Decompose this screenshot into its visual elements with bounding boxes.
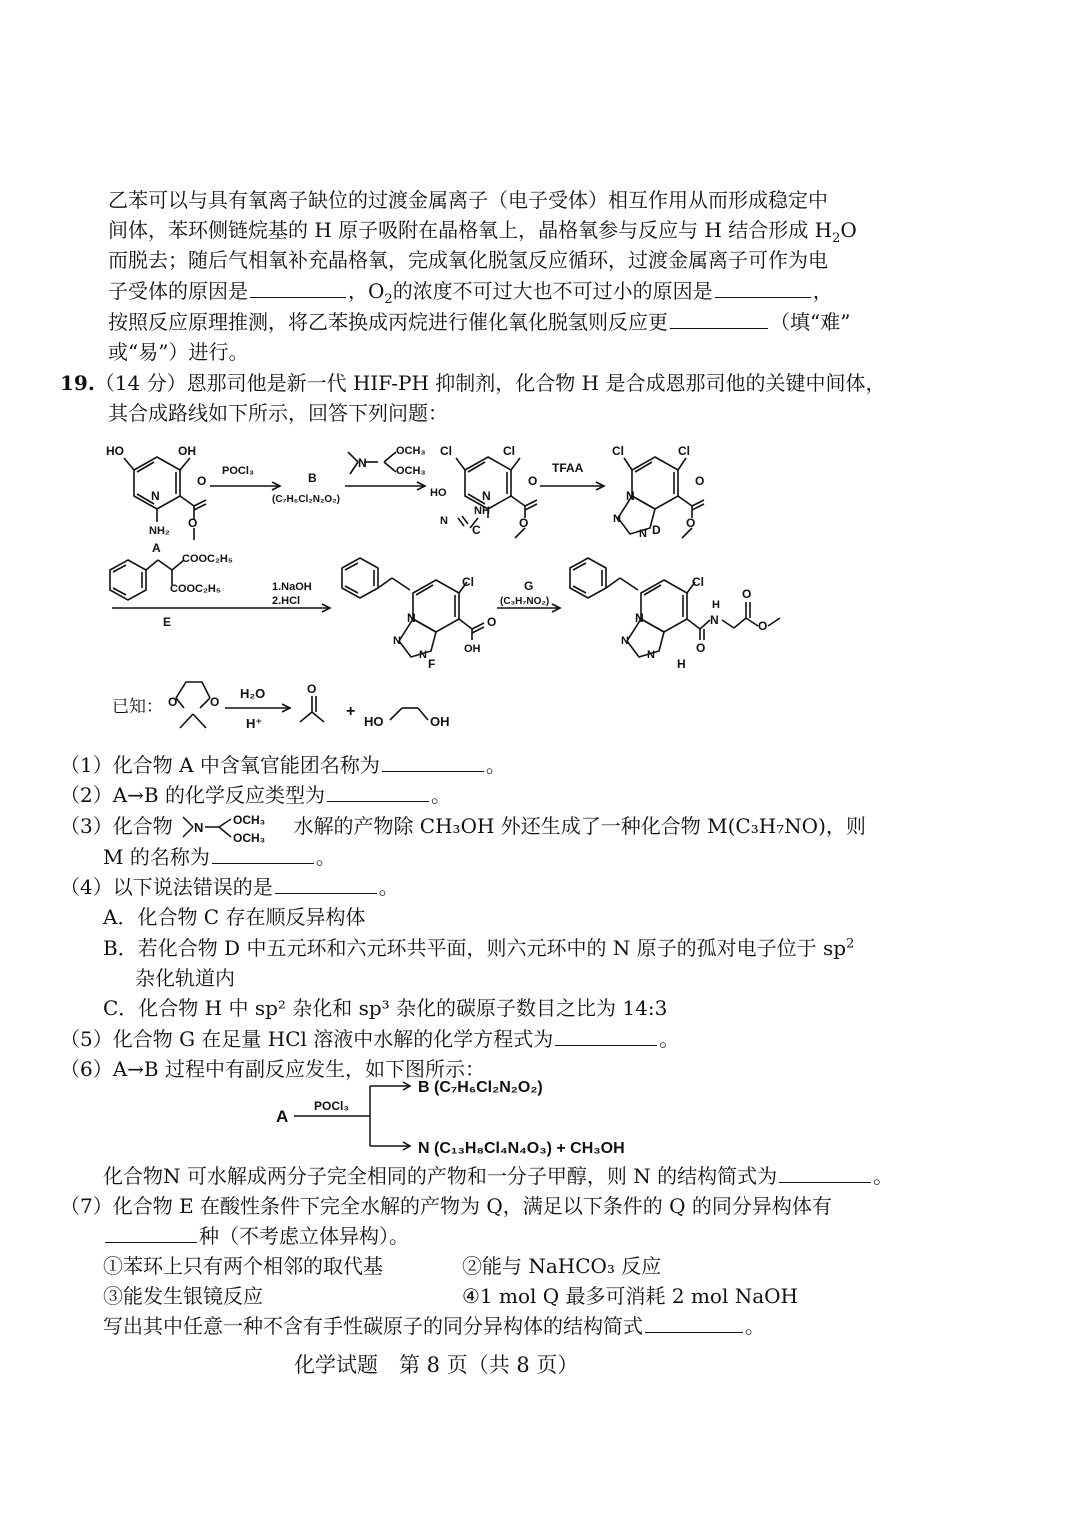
label-ho: HO	[106, 444, 124, 458]
answer-blank[interactable]	[212, 843, 314, 864]
option-b-cont: 杂化轨道内	[135, 966, 235, 990]
label-g-formula: (C₃H₇NO₂)	[500, 596, 550, 607]
question-7-cont: 种（不考虑立体异构）。	[103, 1222, 409, 1250]
question-7: （7）化合物 E 在酸性条件下完全水解的产物为 Q，满足以下条件的 Q 的同分异构体有	[60, 1194, 832, 1218]
synthesis-scheme	[0, 430, 1080, 760]
label-n: N	[151, 489, 160, 503]
reagent-hcl: 2.HCl	[272, 595, 301, 607]
label-o: O	[188, 516, 198, 530]
label-o: O	[519, 516, 529, 530]
question-19-intro: 其合成路线如下所示，回答下列问题：	[108, 401, 448, 425]
label-n: N	[647, 649, 655, 661]
label-ho: HO	[364, 714, 384, 729]
label-n: N	[635, 611, 644, 625]
question-1: （1）化合物 A 中含氧官能团名称为 。	[60, 753, 506, 777]
label-och3: OCH₃	[233, 812, 266, 827]
intro-line-3: 而脱去；随后气相氧补充晶格氧，完成氧化脱氢反应循环，过渡金属离子可作为电	[108, 248, 828, 272]
intro-line-2: 间体，苯环侧链烷基的 H 原子吸附在晶格氧上，晶格氧参与反应与 H 结合形成 $H_2O$	[108, 218, 857, 246]
label-product-n: N (C₁₃H₈Cl₄N₄O₃) + CH₃OH	[418, 1140, 625, 1157]
option-a: A．化合物 C 存在顺反异构体	[103, 905, 366, 929]
label-cl: Cl	[462, 575, 474, 589]
label-n: N	[626, 489, 635, 503]
label-compound-a: A	[276, 1107, 289, 1126]
label-cl: Cl	[503, 444, 515, 458]
answer-blank[interactable]	[327, 781, 429, 802]
label-oh: OH	[430, 714, 450, 729]
label-o: O	[168, 695, 178, 709]
question-4: （4）以下说法错误的是 。	[60, 875, 399, 899]
label-ho: HO	[430, 487, 447, 499]
condition-3: ③能发生银镜反应	[103, 1284, 263, 1308]
question-7-final: 写出其中任意一种不含有手性碳原子的同分异构体的结构简式 。	[103, 1314, 765, 1338]
reagent-tfaa: TFAA	[552, 461, 584, 475]
label-cl: Cl	[678, 444, 690, 458]
answer-blank[interactable]	[275, 873, 377, 894]
answer-blank[interactable]	[250, 277, 346, 298]
label-o: O	[742, 587, 752, 601]
label-compound-c: C	[472, 523, 481, 537]
label-cl: Cl	[692, 575, 704, 589]
side-reaction-scheme	[260, 1070, 680, 1162]
known-label: 已知：	[112, 697, 163, 716]
label-o: O	[528, 474, 538, 488]
label-compound-h: H	[677, 657, 686, 671]
reagent-pocl3: POCl₃	[314, 1099, 349, 1113]
answer-blank[interactable]	[645, 1312, 743, 1333]
reagent-h-plus: H⁺	[246, 716, 263, 731]
label-n: N	[482, 489, 491, 503]
label-nh: NH	[474, 505, 490, 517]
plus-sign: +	[346, 703, 356, 720]
label-o: O	[696, 641, 706, 655]
label-cl: Cl	[440, 444, 452, 458]
answer-blank[interactable]	[670, 308, 768, 329]
label-compound-f: F	[428, 657, 436, 671]
label-och3: OCH₃	[233, 830, 266, 843]
label-n: N	[613, 513, 621, 525]
label-n: N	[407, 611, 416, 625]
question-6: （6）A→B 过程中有副反应发生，如下图所示：	[60, 1057, 485, 1081]
intro-line-6: 或“易”）进行。	[108, 340, 249, 364]
intro-line-1: 乙苯可以与具有氧离子缺位的过渡金属离子（电子受体）相互作用从而形成稳定中	[108, 188, 828, 212]
label-cooc2h5: COOC₂H₅	[182, 553, 233, 565]
answer-blank[interactable]	[105, 1222, 197, 1243]
label-och3: OCH₃	[396, 465, 426, 477]
label-compound-g: G	[524, 579, 534, 593]
label-compound-b: B	[308, 471, 317, 485]
question-6-cont: 化合物N 可水解成两分子完全相同的产物和一分子甲醇，则 N 的结构简式为 。	[103, 1164, 894, 1188]
label-n: N	[621, 635, 629, 647]
option-c: C．化合物 H 中 sp² 杂化和 sp³ 杂化的碳原子数目之比为 14:3	[103, 996, 668, 1020]
label-o: O	[487, 615, 497, 629]
label-n: N	[440, 515, 448, 527]
label-o: O	[695, 474, 705, 488]
option-b: B．若化合物 D 中五元环和六元环共平面，则六元环中的 N 原子的孤对电子位于 $sp^2$	[103, 936, 855, 960]
label-n: N	[194, 819, 204, 835]
label-o: O	[210, 695, 220, 709]
label-compound-d: D	[652, 523, 661, 537]
label-oh: OH	[464, 643, 481, 655]
answer-blank[interactable]	[779, 1162, 871, 1183]
label-product-b: B (C₇H₆Cl₂N₂O₂)	[418, 1079, 543, 1096]
page-footer: 化学试题 第 8 页（共 8 页）	[294, 1353, 579, 1377]
answer-blank[interactable]	[715, 277, 811, 298]
label-compound-e: E	[163, 615, 172, 629]
label-n: N	[358, 456, 367, 470]
label-cooc2h5: COOC₂H₅	[170, 583, 221, 595]
answer-blank[interactable]	[382, 751, 484, 772]
question-5: （5）化合物 G 在足量 HCl 溶液中水解的化学方程式为 。	[60, 1027, 680, 1051]
intro-line-5: 按照反应原理推测，将乙苯换成丙烷进行催化氧化脱氢则反应更 （填“难”	[108, 310, 851, 334]
label-n: N	[393, 635, 401, 647]
question-3-cont: M 的名称为 。	[103, 845, 336, 869]
label-cl: Cl	[612, 444, 624, 458]
answer-blank[interactable]	[555, 1025, 657, 1046]
question-3: （3）化合物 N OCH₃ OCH₃ 水解的产物除 CH₃OH 外还生成了一种化合物 M(C₃H₇NO)，则	[60, 812, 866, 843]
condition-2: ②能与 NaHCO₃ 反应	[462, 1254, 662, 1278]
label-oh: OH	[178, 444, 196, 458]
dmf-dma-structure	[179, 813, 287, 843]
label-b-formula: (C₇H₆Cl₂N₂O₂)	[272, 494, 340, 505]
condition-4: ④1 mol Q 最多可消耗 2 mol NaOH	[462, 1284, 798, 1308]
label-o: O	[758, 619, 768, 633]
label-compound-a: A	[152, 541, 161, 555]
label-n: N	[419, 649, 427, 661]
condition-1: ①苯环上只有两个相邻的取代基	[103, 1254, 383, 1278]
label-o: O	[686, 516, 696, 530]
question-19-header: 19.（14 分）恩那司他是新一代 HIF-PH 抑制剂，化合物 H 是合成恩那司他的关键中间体，	[60, 371, 886, 395]
label-n: N	[710, 613, 719, 627]
label-och3: OCH₃	[396, 445, 426, 457]
label-nh2: NH₂	[149, 525, 170, 537]
label-o: O	[307, 682, 317, 696]
label-n: N	[639, 528, 647, 540]
question-2: （2）A→B 的化学反应类型为 。	[60, 783, 451, 807]
reagent-naoh: 1.NaOH	[272, 581, 312, 593]
reagent-pocl3: POCl₃	[222, 465, 254, 477]
label-h: H	[712, 599, 720, 611]
intro-line-4: 子受体的原因是 ，$O_2$的浓度不可过大也不可过小的原因是 ，	[108, 279, 833, 307]
reagent-h2o: H₂O	[240, 686, 266, 701]
label-o: O	[197, 474, 207, 488]
